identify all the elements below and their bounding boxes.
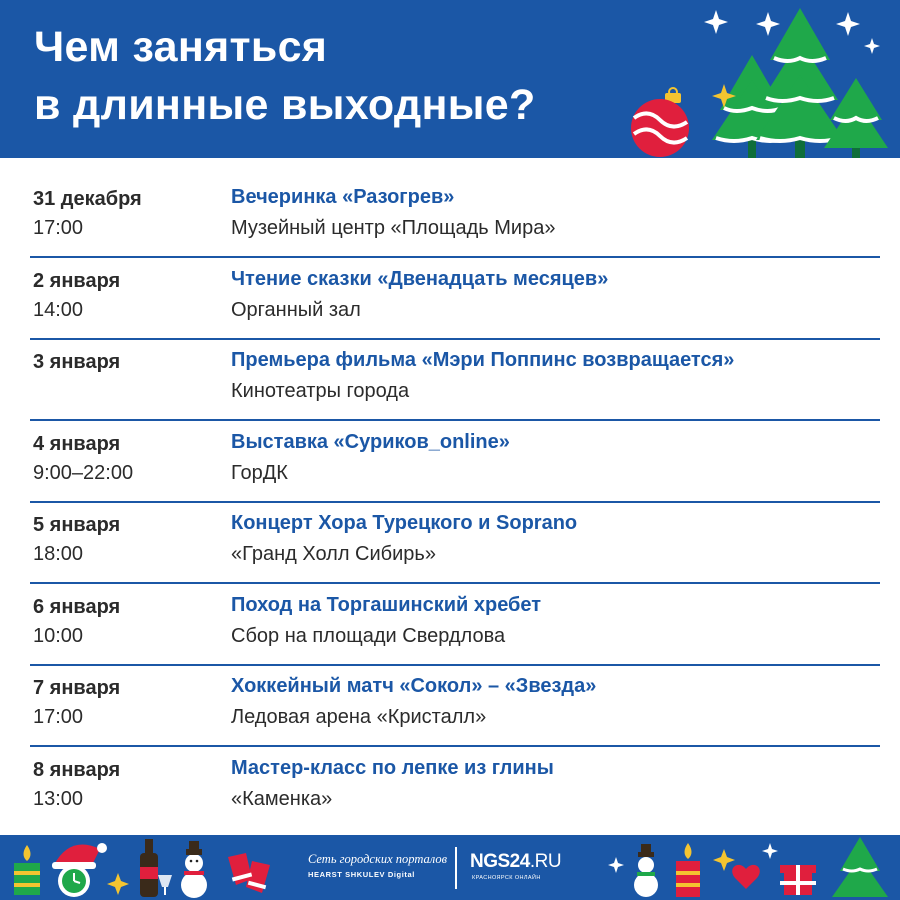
title-line-2: в длинные выходные? <box>34 81 536 129</box>
event-title: Чтение сказки «Двенадцать месяцев» <box>231 267 609 290</box>
event-place: ГорДК <box>231 461 288 484</box>
header-banner <box>0 0 900 158</box>
snowman-icon <box>181 841 207 898</box>
brand-divider <box>455 847 457 889</box>
gift-icon <box>780 865 816 895</box>
event-place: Ледовая арена «Кристалл» <box>231 706 487 728</box>
christmas-tree-icon <box>824 78 888 158</box>
christmas-tree-icon <box>832 837 888 897</box>
ngs24-logo <box>470 851 561 873</box>
santa-clock-icon <box>52 843 107 897</box>
heart-icon <box>732 865 760 889</box>
event-row <box>30 258 880 340</box>
event-time: 10:00 <box>33 624 84 647</box>
event-date: 5 января <box>33 514 121 536</box>
brand-block <box>300 843 600 893</box>
event-row <box>30 339 880 421</box>
event-row <box>30 584 880 666</box>
event-row <box>30 665 880 747</box>
event-title: Поход на Торгашинский хребет <box>231 593 542 616</box>
event-place: «Гранд Холл Сибирь» <box>231 543 436 565</box>
event-time: 14:00 <box>33 298 84 321</box>
event-title: Премьера фильма «Мэри Поппинс возвращается» <box>231 349 735 371</box>
event-date: 7 января <box>33 677 121 699</box>
event-place: Органный зал <box>231 298 361 321</box>
event-time: 9:00–22:00 <box>33 461 134 484</box>
footer-banner <box>0 835 900 900</box>
event-date: 6 января <box>33 595 121 618</box>
event-date: 31 декабря <box>33 188 142 210</box>
event-time: 13:00 <box>33 787 84 810</box>
event-row <box>30 502 880 584</box>
event-row <box>30 747 880 829</box>
network-caption: Сеть городских порталов <box>308 852 448 866</box>
event-place: Кинотеатры города <box>231 380 410 402</box>
logo-city: КРАСНОЯРСК ОНЛАЙН <box>472 875 541 881</box>
event-time: 17:00 <box>33 217 84 239</box>
candle-icon <box>14 845 40 895</box>
event-time: 18:00 <box>33 543 84 565</box>
header-decoration <box>0 0 900 158</box>
sparkle-star-icon <box>713 849 735 871</box>
title-line-1: Чем заняться <box>34 23 328 71</box>
event-title: Выставка «Суриков_online» <box>231 430 510 453</box>
sparkle-star-icon <box>107 873 129 895</box>
event-date: 8 января <box>33 758 121 781</box>
event-title: Концерт Хора Турецкого и Soprano <box>231 512 578 534</box>
logo-suffix: .RU <box>529 851 562 872</box>
mitten-icon <box>228 853 270 893</box>
event-row <box>30 421 880 503</box>
event-row <box>30 176 880 258</box>
candle-icon <box>676 843 700 897</box>
event-time: 17:00 <box>33 706 84 728</box>
event-title: Хоккейный матч «Сокол» – «Звезда» <box>231 675 597 697</box>
event-list <box>30 176 880 828</box>
logo-main: NGS24 <box>470 851 530 872</box>
event-date: 4 января <box>33 432 121 455</box>
snowman-icon <box>634 844 658 897</box>
event-date: 3 января <box>33 351 121 373</box>
event-place: «Каменка» <box>231 787 333 810</box>
event-place: Сбор на площади Свердлова <box>231 624 506 647</box>
holding-caption: HEARST SHKULEV Digital <box>308 870 415 879</box>
event-title: Мастер-класс по лепке из глины <box>231 756 554 779</box>
event-title: Вечеринка «Разогрев» <box>231 186 455 208</box>
event-date: 2 января <box>33 269 121 292</box>
event-place: Музейный центр «Площадь Мира» <box>231 217 556 239</box>
ornament-ball-icon <box>631 88 689 157</box>
wine-bottle-icon <box>140 839 172 897</box>
